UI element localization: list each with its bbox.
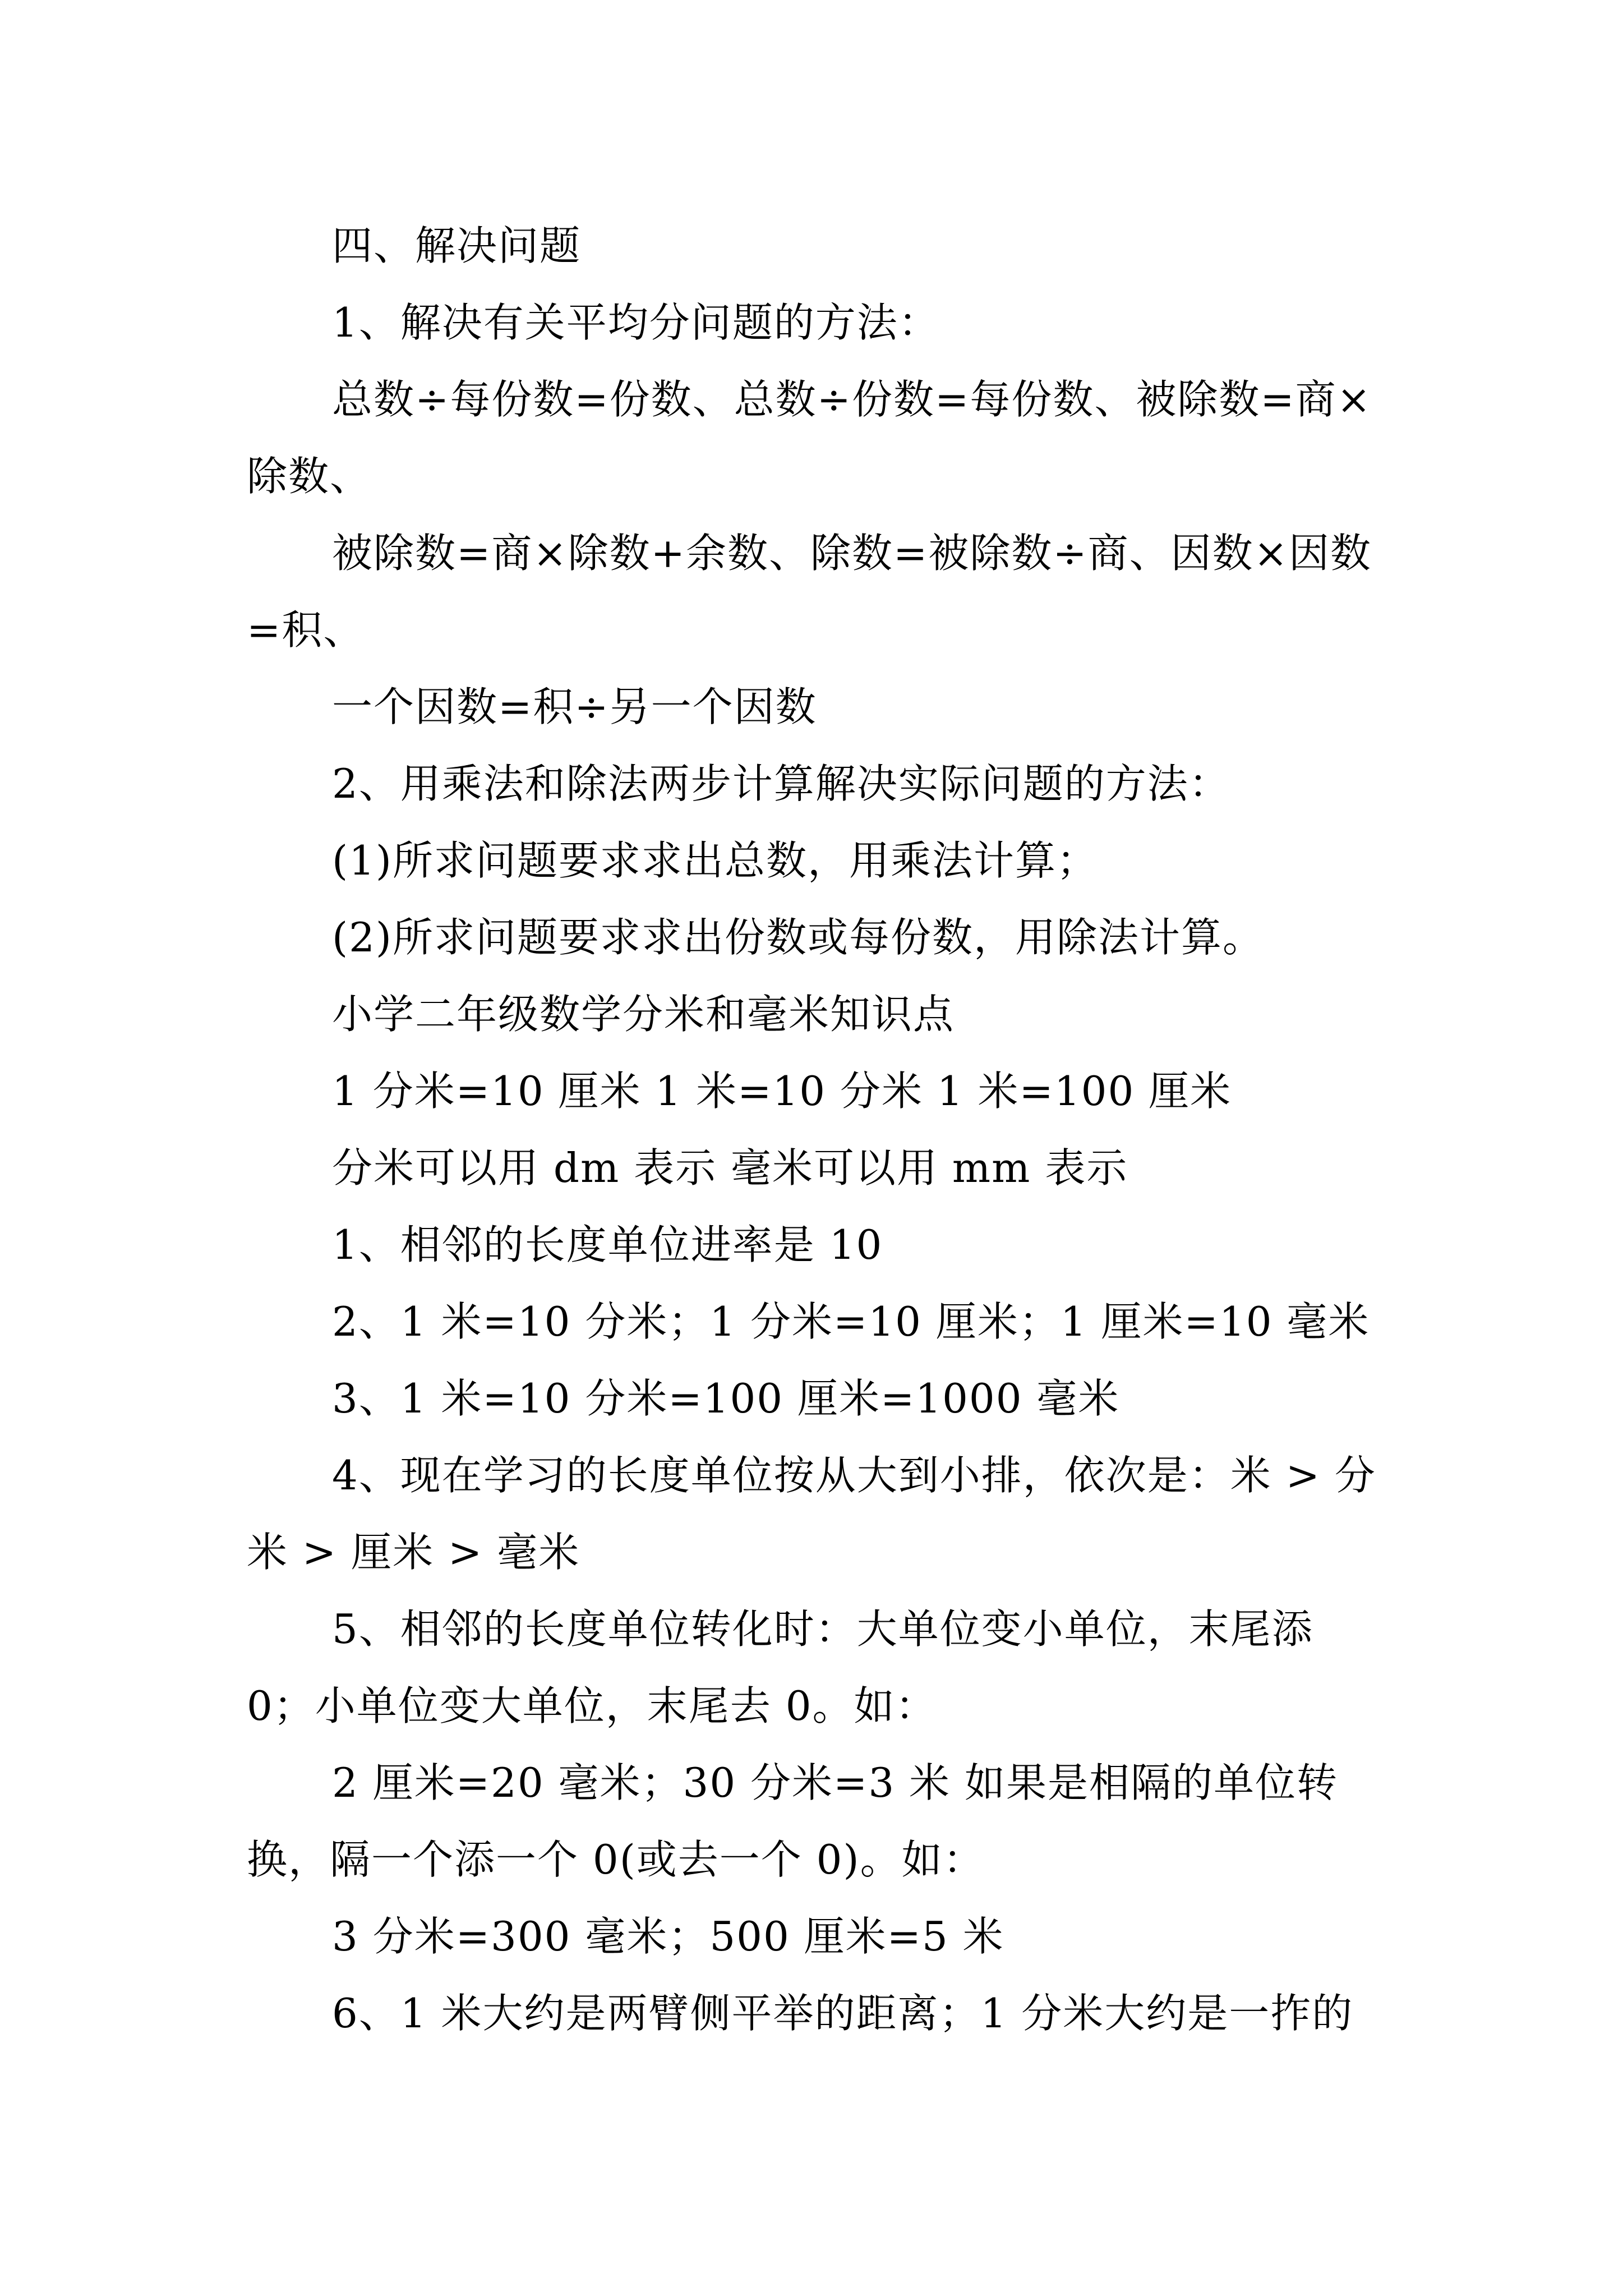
paragraph: 分米可以用 dm 表示 毫米可以用 mm 表示: [332, 1144, 1128, 1191]
paragraph: 6、1 米大约是两臂侧平举的距离；1 分米大约是一拃的: [332, 1990, 1354, 2037]
section-heading: 小学二年级数学分米和毫米知识点: [332, 991, 955, 1038]
paragraph: 3 分米=300 毫米；500 厘米=5 米: [332, 1913, 1004, 1960]
paragraph: (1)所求问题要求求出总数，用乘法计算；: [332, 837, 1098, 884]
paragraph: 2 厘米=20 毫米；30 分米=3 米 如果是相隔的单位转换，隔一个添一个 0(或去一个 0)。如：: [247, 1759, 1338, 1883]
document-body: [247, 208, 1391, 2052]
paragraph: 5、相邻的长度单位转化时：大单位变小单位，末尾添 0；小单位变大单位，末尾去 0。如：: [247, 1605, 1313, 1729]
paragraph: 1、解决有关平均分问题的方法：: [332, 299, 940, 346]
paragraph: 被除数=商×除数+余数、除数=被除数÷商、因数×因数=积、: [247, 530, 1372, 654]
paragraph: 总数÷每份数=份数、总数÷份数=每份数、被除数=商×除数、: [247, 376, 1372, 500]
paragraph: 4、现在学习的长度单位按从大到小排，依次是：米 > 分米 > 厘米 > 毫米: [247, 1452, 1376, 1576]
paragraph: (2)所求问题要求求出份数或每份数，用除法计算。: [332, 914, 1264, 961]
paragraph: 3、1 米=10 分米=100 厘米=1000 毫米: [332, 1375, 1120, 1422]
paragraph: 2、用乘法和除法两步计算解决实际问题的方法：: [332, 760, 1230, 807]
paragraph: 2、1 米=10 分米；1 分米=10 厘米；1 厘米=10 毫米: [332, 1298, 1370, 1345]
paragraph: 1 分米=10 厘米 1 米=10 分米 1 米=100 厘米: [332, 1068, 1232, 1115]
paragraph: 1、相邻的长度单位进率是 10: [332, 1221, 883, 1268]
section-heading: 四、解决问题: [332, 222, 582, 269]
paragraph: 一个因数=积÷另一个因数: [332, 683, 817, 730]
